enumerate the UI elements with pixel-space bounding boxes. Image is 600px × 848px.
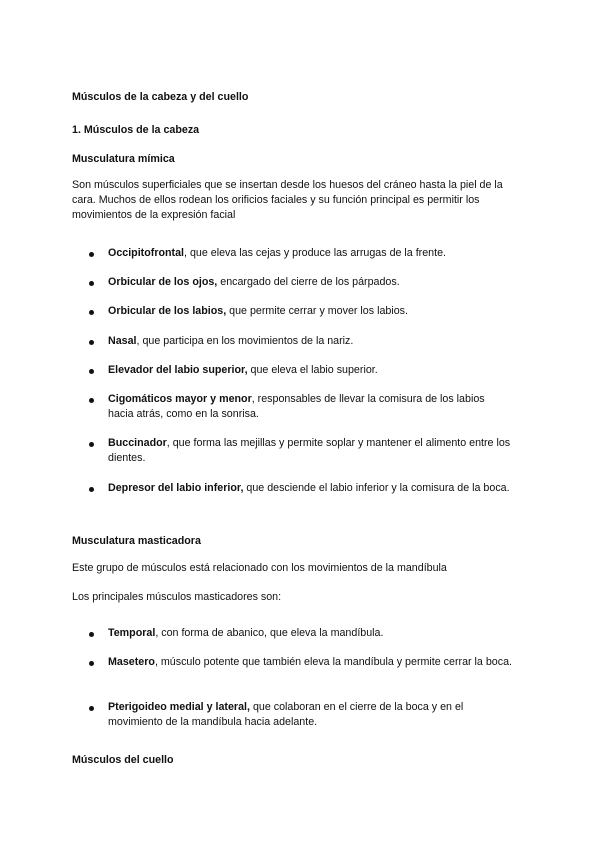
bullet-icon — [89, 369, 94, 374]
bullet-icon — [89, 340, 94, 345]
subsection-heading: Músculos del cuello — [72, 754, 174, 766]
bullet-icon — [89, 487, 94, 492]
list-item: Orbicular de los ojos, encargado del cierre de los párpados. — [108, 276, 400, 288]
list-item: Temporal, con forma de abanico, que eleva la mandíbula. — [108, 627, 384, 639]
paragraph: Los principales músculos masticadores son: — [72, 591, 282, 603]
bullet-icon — [89, 706, 94, 711]
bullet-icon — [89, 252, 94, 257]
list-item: Depresor del labio inferior, que desciende el labio inferior y la comisura de la boca. — [108, 482, 510, 494]
section-heading: 1. Músculos de la cabeza — [72, 124, 200, 136]
subsection-heading: Musculatura mímica — [72, 153, 175, 165]
list-item: Nasal, que participa en los movimientos de la nariz. — [108, 335, 354, 347]
bullet-icon — [89, 442, 94, 447]
paragraph: Son músculos superficiales que se insertan desde los huesos del cráneo hasta la piel de la cara. Muchos de ellos rodean los orificios faciales y su función principal es permitir los movimientos de la expresión facial — [72, 179, 503, 221]
bullet-icon — [89, 661, 94, 666]
list-item: Masetero, músculo potente que también eleva la mandíbula y permite cerrar la boca. — [108, 656, 512, 668]
list-item: Buccinador, que forma las mejillas y permite soplar y mantener el alimento entre los dientes. — [108, 437, 511, 464]
list-item: Pterigoideo medial y lateral, que colaboran en el cierre de la boca y en el movimiento de la mandíbula hacia adelante. — [108, 701, 464, 728]
document-title: Músculos de la cabeza y del cuello — [72, 91, 249, 103]
bullet-icon — [89, 281, 94, 286]
list-item: Elevador del labio superior, que eleva el labio superior. — [108, 364, 378, 376]
list-item: Occipitofrontal, que eleva las cejas y produce las arrugas de la frente. — [108, 247, 447, 259]
list-item: Orbicular de los labios, que permite cerrar y mover los labios. — [108, 305, 408, 317]
list-item: Cigomáticos mayor y menor, responsables de llevar la comisura de los labios hacia atrás, como en la sonrisa. — [108, 393, 485, 420]
bullet-icon — [89, 310, 94, 315]
bullet-icon — [89, 632, 94, 637]
paragraph: Este grupo de músculos está relacionado con los movimientos de la mandíbula — [72, 562, 447, 574]
bullet-icon — [89, 398, 94, 403]
subsection-heading: Musculatura masticadora — [72, 535, 201, 547]
